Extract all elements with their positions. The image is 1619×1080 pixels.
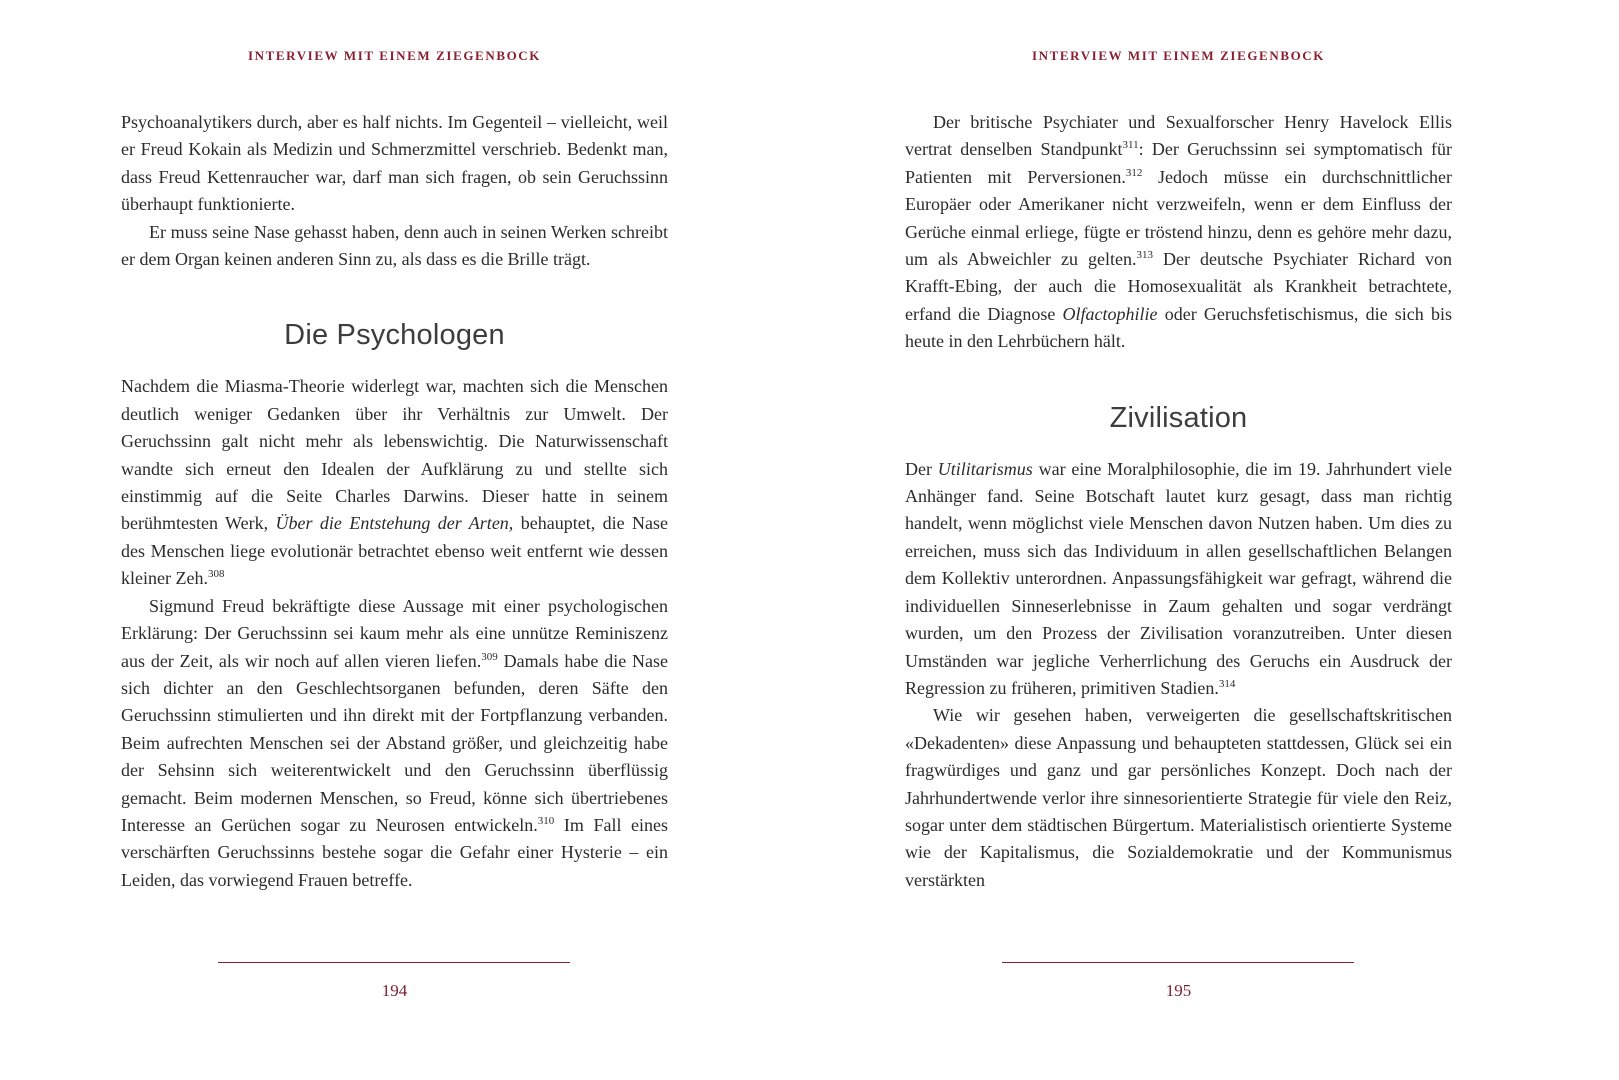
text-segment: Psychoanalytikers durch, aber es half nichts. Im Gegenteil – vielleicht, weil er Freud Kokain als Medizin und Schmerzmittel verschrieb. Bedenkt man, dass Freud Kettenraucher war, darf man sich fragen, ob sein Geruchssinn überhaupt funktionierte. (121, 112, 668, 215)
text-segment: : Der Geruchssinn sei symptomatisch für Patienten mit Perversionen. (905, 139, 1452, 187)
body-paragraph (905, 456, 1452, 703)
text-segment: Nachdem die Miasma-Theorie widerlegt war, machten sich die Menschen deutlich weniger Gedanken über ihr Verhältnis zur Umwelt. Der Geruchssinn galt nicht mehr als lebenswichtig. Die Naturwissenschaft wandte sich erneut den Idealen der Aufklärung zu und stellte sich einstimmig auf die Seite Charles Darwins. Dieser hatte in seinem berühmtesten Werk, (121, 376, 668, 534)
text-segment: Er muss seine Nase gehasst haben, denn auch in seinen Werken schreibt er dem Organ keinen anderen Sinn zu, als dass es die Brille trägt. (121, 221, 668, 270)
body-paragraph (905, 702, 1452, 894)
page-number: 194 (381, 981, 408, 1000)
footnote-reference: 312 (1125, 166, 1143, 179)
footnote-reference: 308 (207, 568, 225, 581)
body-paragraph (121, 373, 668, 592)
body-paragraph (121, 593, 668, 894)
text-segment: Olfactophilie (1062, 303, 1158, 324)
text-segment: war eine Moralphilosophie, die im 19. Jahrhundert viele Anhänger fand. Seine Botschaft lautet kurz gesagt, dass man richtig handelt, wenn möglichst viele Menschen davon Nutzen haben. Um dies zu erreichen, muss sich das Individuum in allen gesellschaftlichen Belangen dem Kollektiv unterordnen. Anpassungsfähigkeit war gefragt, während die individuellen Sinneserlebnisse in Zaum gehalten und sogar verdrängt wurden, um den Prozess der Zivilisation voranzutreiben. Unter diesen Umständen war jegliche Verherrlichung des Geruchs ein Ausdruck der Regression zu früheren, primitiven Stadien. (905, 458, 1452, 698)
text-segment: Der (905, 458, 938, 479)
section-heading: Die Psychologen (284, 319, 505, 352)
section-heading: Zivilisation (1109, 401, 1248, 434)
footnote-reference: 313 (1136, 249, 1153, 262)
running-header: INTERVIEW MIT EINEM ZIEGENBOCK (247, 48, 542, 63)
body-paragraph (121, 219, 668, 274)
footnote-reference: 311 (1122, 139, 1139, 152)
footnote-reference: 314 (1218, 677, 1236, 690)
page-body (905, 109, 1452, 894)
text-segment: Damals habe die Nase sich dichter an den Geschlechtsorganen befunden, deren Säfte den Geruchssinn stimulierten und ihn direkt mit der Fortpflanzung verbanden. Beim aufrechten Menschen sei der Abstand größer, und gleichzeitig habe der Sehsinn sich weiterentwickelt und den Geruchssinn überflüssig gemacht. Beim modernen Menschen, so Freud, könne sich übertriebenes Interesse an Gerüchen sogar zu Neurosen entwickeln. (121, 650, 668, 835)
text-segment: behauptet, die Nase des Menschen liege evolutionär betrachtet ebenso weit entfernt wie dessen kleiner Zeh. (121, 513, 668, 589)
text-segment: oder Geruchsfetischismus, die sich bis heute in den Lehrbüchern hält. (905, 303, 1452, 352)
footnote-reference: 309 (481, 650, 498, 663)
text-segment: Utilitarismus (937, 458, 1033, 479)
footer-rule (218, 962, 570, 963)
text-segment: Der deutsche Psychiater Richard von Krafft-Ebing, der auch die Homosexualität als Krankheit betrachtete, erfand die Diagnose (905, 249, 1452, 324)
page-right (809, 0, 1619, 1080)
footnote-reference: 310 (537, 814, 555, 827)
page-left (0, 0, 809, 1080)
page-number: 195 (1165, 981, 1192, 1000)
text-segment: Über die Entstehung der Arten, (275, 513, 514, 534)
text-segment: Der britische Psychiater und Sexualforscher Henry Havelock Ellis vertrat denselben Standpunkt (905, 112, 1452, 160)
text-segment: Wie wir gesehen haben, verweigerten die gesellschaftskritischen «Dekadenten» diese Anpassung und behaupteten stattdessen, Glück sei ein fragwürdiges und ganz und gar persönliches Konzept. Doch nach der Jahrhundertwende verlor ihre sinnesorientierte Strategie für viele den Reiz, sogar unter dem städtischen Bürgertum. Materialistisch orientierte Systeme wie der Kapitalismus, die Sozialdemokratie und der Kommunismus verstärkten (905, 705, 1452, 890)
text-segment: Im Fall eines verschärften Geruchssinns bestehe sogar die Gefahr einer Hysterie – ein Leiden, das vorwiegend Frauen betreffe. (121, 814, 669, 890)
page-body (121, 109, 668, 894)
running-header: INTERVIEW MIT EINEM ZIEGENBOCK (1031, 48, 1326, 63)
body-paragraph (905, 109, 1452, 356)
text-segment: Sigmund Freud bekräftigte diese Aussage mit einer psychologischen Erklärung: Der Geruchssinn sei kaum mehr als eine unnütze Reminiszenz aus der Zeit, als wir noch auf allen vieren liefen. (121, 595, 668, 671)
body-paragraph (121, 109, 668, 219)
text-segment: Jedoch müsse ein durchschnittlicher Europäer oder Amerikaner nicht verzweifeln, wenn er dem Einfluss der Gerüche einmal erliege, fügte er tröstend hinzu, denn es gehöre mehr dazu, um als Abweichler zu gelten. (905, 166, 1452, 270)
footer-rule (1002, 962, 1354, 963)
